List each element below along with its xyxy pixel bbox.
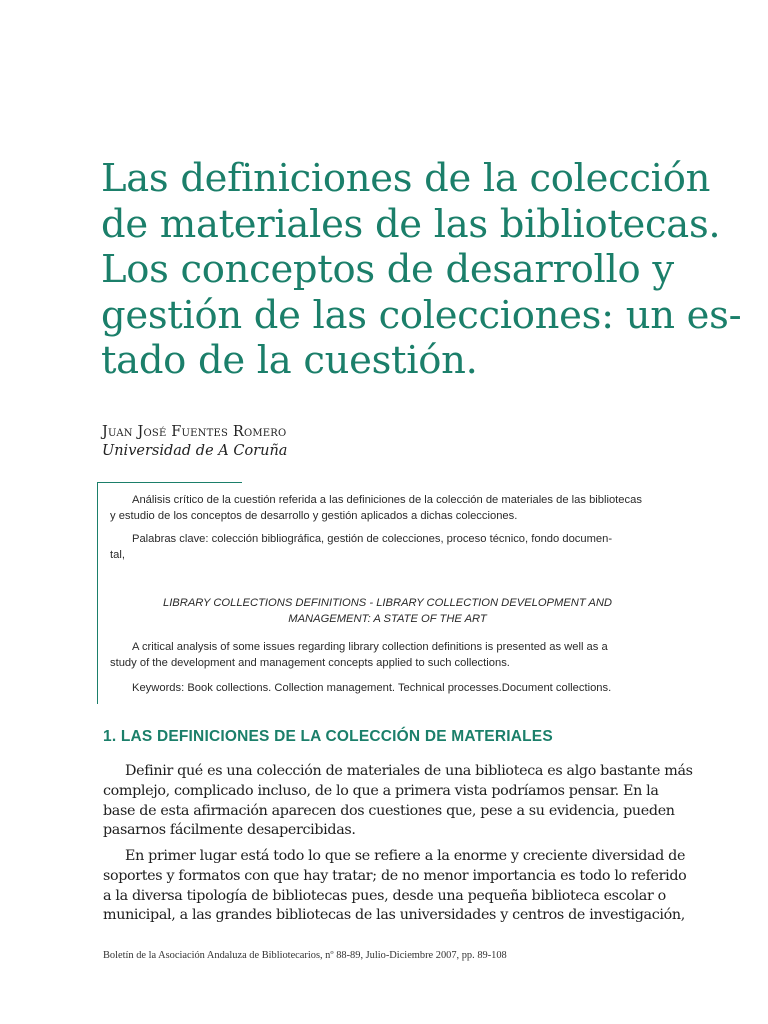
english-title-line: MANAGEMENT: A STATE OF THE ART	[288, 613, 487, 625]
abstract-top-rule	[97, 482, 242, 483]
body-paragraph	[103, 762, 693, 841]
paragraph-line: municipal, a las grandes bibliotecas de las universidades y centros de investigación,	[103, 907, 685, 924]
abstract-line: study of the development and management concepts applied to such collections.	[110, 657, 510, 669]
title-line: Los conceptos de desarrollo y	[101, 247, 674, 292]
author-name: Juan José Fuentes Romero	[102, 424, 287, 440]
journal-footer: Boletín de la Asociación Andaluza de Bibliotecarios, nº 88-89, Julio-Diciembre 2007, pp. 89-108	[103, 950, 507, 961]
paragraph-line: En primer lugar está todo lo que se refiere a la enorme y creciente diversidad de	[125, 848, 686, 864]
abstract-left-rule	[97, 482, 98, 704]
title-line: gestión de las colecciones: un es-	[101, 292, 742, 338]
paragraph-line: a la diversa tipología de bibliotecas pues, desde una pequeña biblioteca escolar o	[103, 887, 666, 904]
abstract-spanish	[110, 492, 665, 524]
paragraph-line: pasarnos fácilmente desapercibidas.	[103, 822, 356, 839]
abstract-line: y estudio de los conceptos de desarrollo y gestión aplicados a dichas colecciones.	[110, 510, 518, 522]
author-affiliation: Universidad de A Coruña	[102, 443, 288, 459]
keywords-line: Palabras clave: colección bibliográfica, gestión de colecciones, proceso técnico, fondo documen-	[132, 533, 613, 545]
english-title	[110, 595, 665, 627]
keywords-line: Keywords: Book collections. Collection management. Technical processes.Document collections.	[132, 682, 612, 694]
paragraph-line: complejo, complicado incluso, de lo que a primera vista podríamos pensar. En la	[103, 782, 659, 799]
abstract-english	[110, 639, 665, 671]
body-paragraph	[103, 847, 687, 926]
keywords-english	[110, 680, 665, 696]
keywords-line: tal,	[110, 549, 125, 561]
paragraph-line: base de esta afirmación aparecen dos cuestiones que, pese a su evidencia, pueden	[103, 802, 675, 819]
paragraph-line: Definir qué es una colección de materiales de una biblioteca es algo bastante más	[125, 763, 693, 779]
section-heading: 1. LAS DEFINICIONES DE LA COLECCIÓN DE MATERIALES	[103, 728, 553, 745]
title-line: Las definiciones de la colección	[101, 156, 711, 201]
abstract-line: A critical analysis of some issues regarding library collection definitions is presented as well as a	[132, 641, 608, 653]
keywords-spanish	[110, 531, 665, 563]
abstract-box	[97, 482, 670, 704]
abstract-line: Análisis crítico de la cuestión referida a las definiciones de la colección de materiales de las bibliotecas	[132, 494, 642, 506]
article-title	[101, 156, 742, 384]
english-title-line: LIBRARY COLLECTIONS DEFINITIONS - LIBRARY COLLECTION DEVELOPMENT AND	[162, 597, 613, 609]
paragraph-line: soportes y formatos con que hay tratar; de no menor importancia es todo lo referido	[103, 867, 687, 884]
title-line: tado de la cuestión.	[101, 338, 478, 383]
title-line: de materiales de las bibliotecas.	[101, 201, 721, 247]
